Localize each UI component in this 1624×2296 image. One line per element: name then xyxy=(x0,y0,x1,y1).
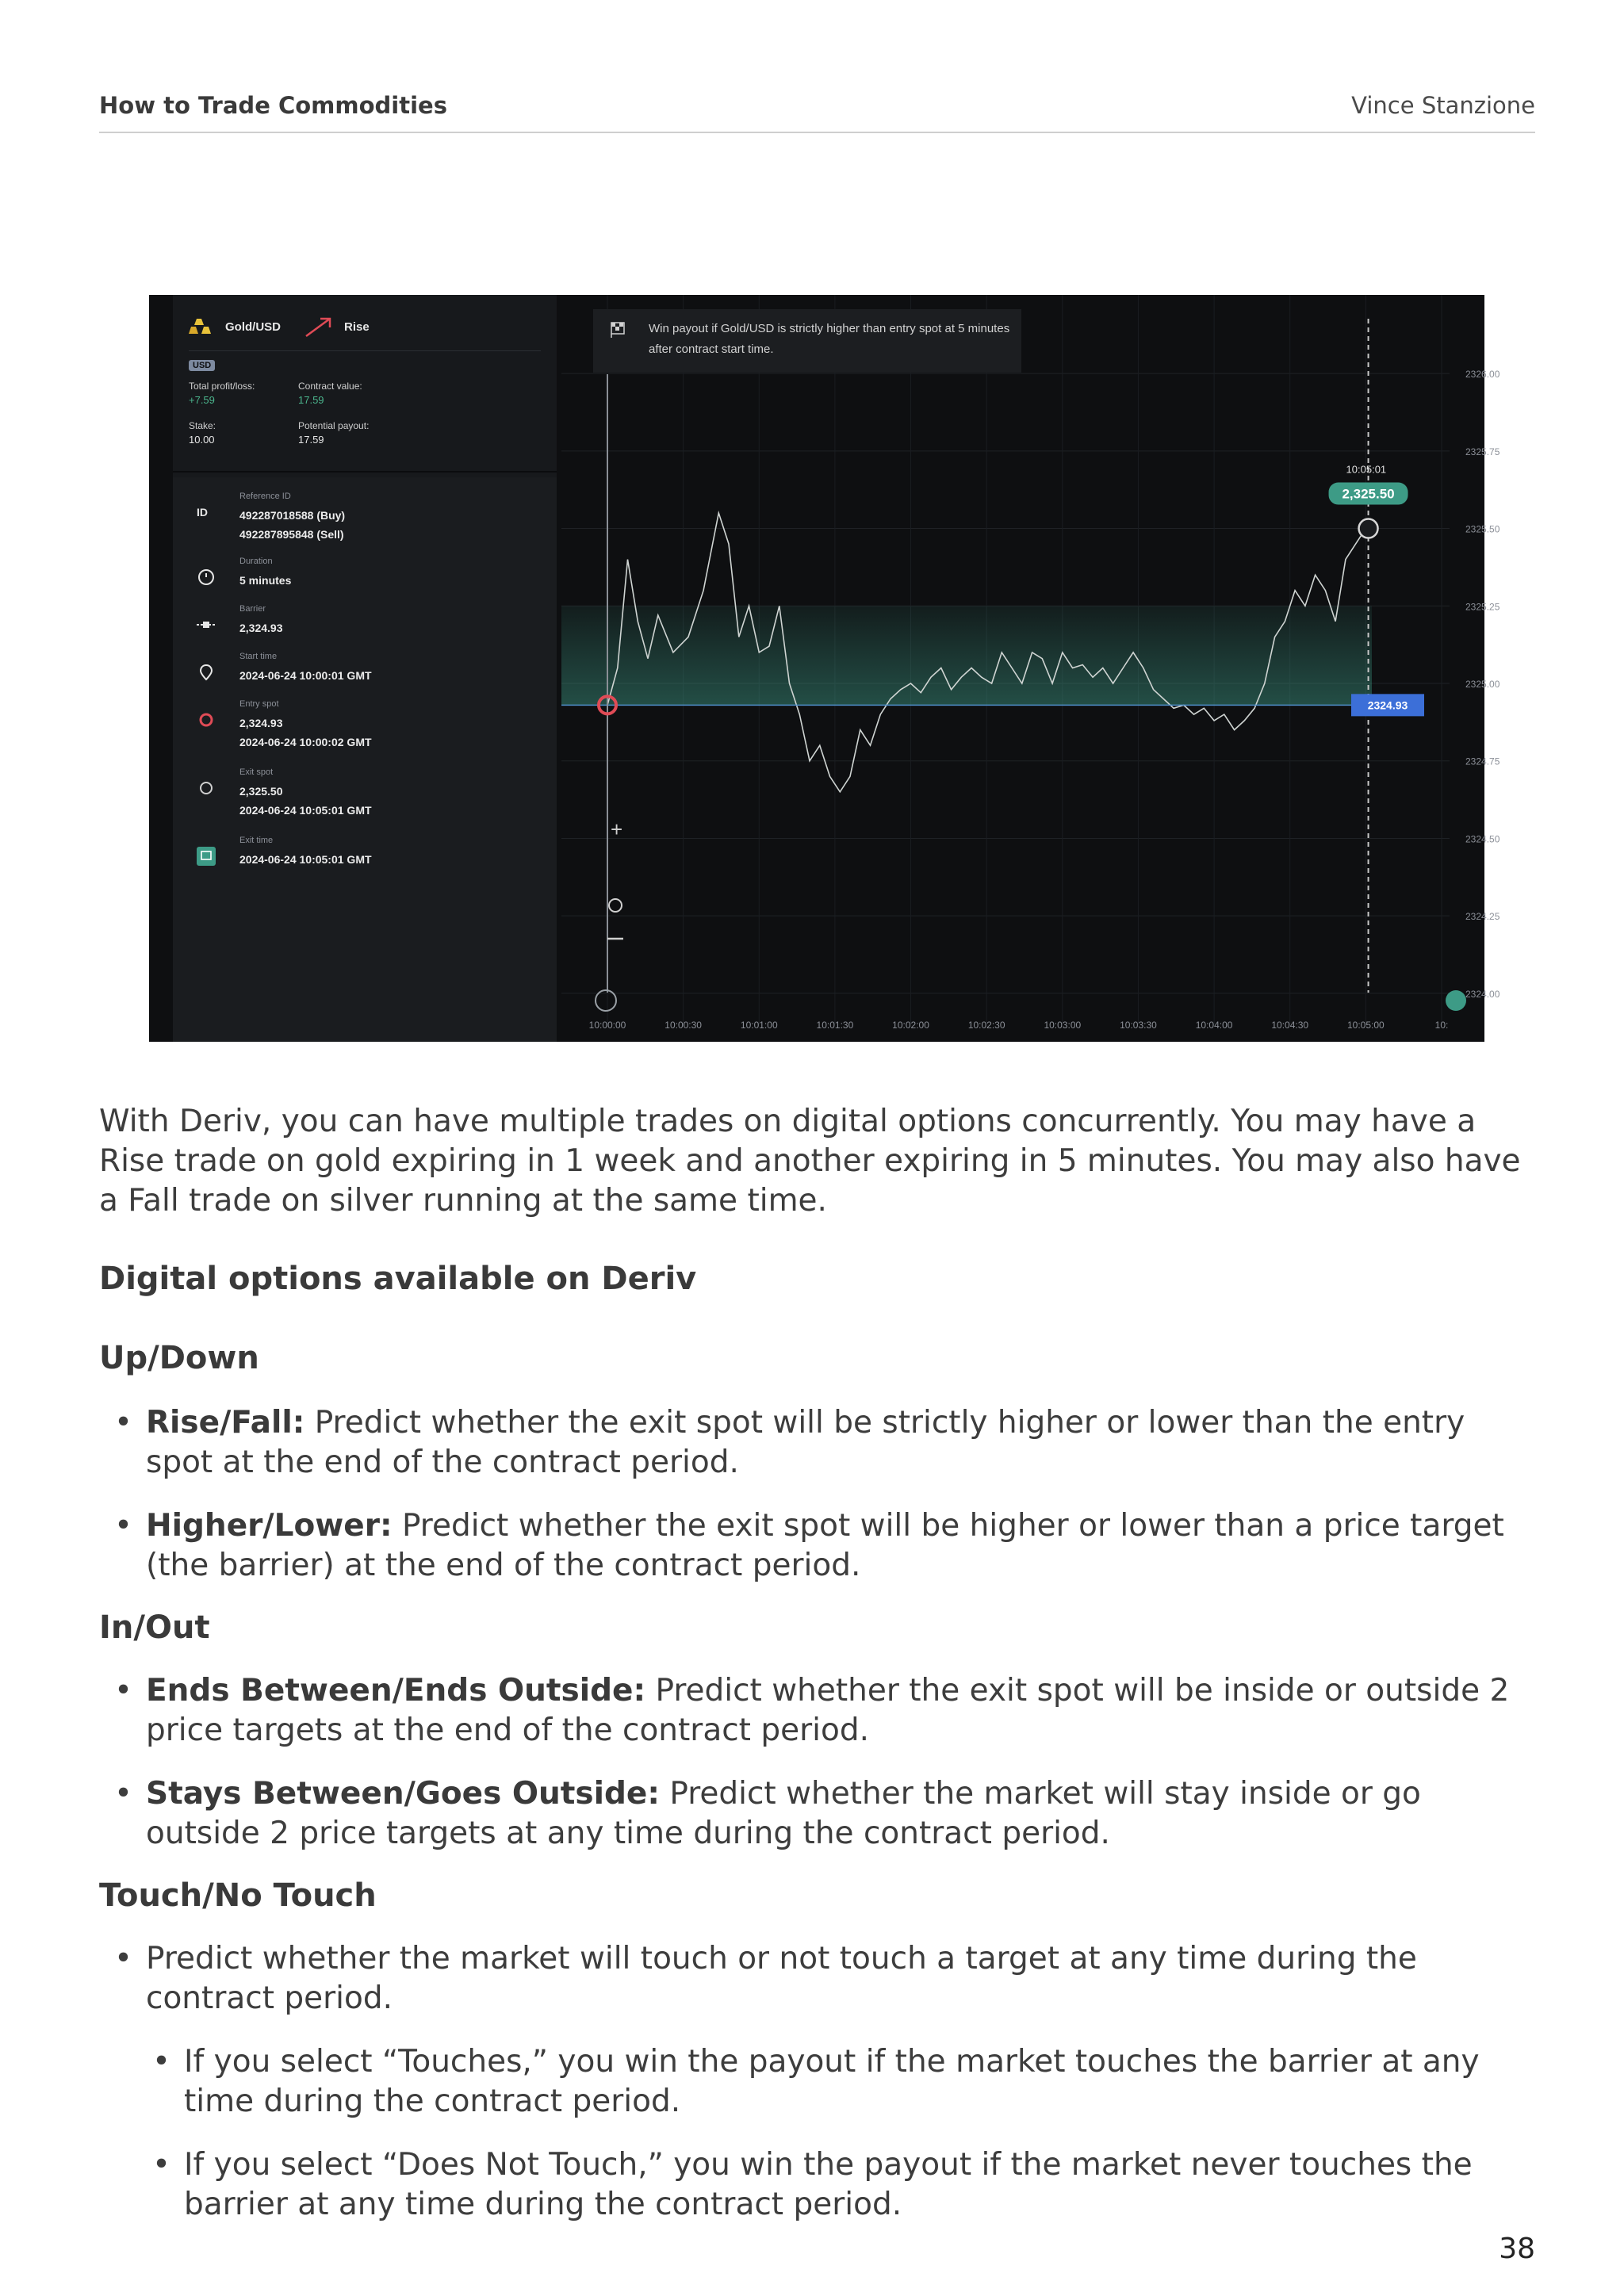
x-tick-label: 10:03:30 xyxy=(1120,1020,1157,1031)
x-tick-label: 10:02:00 xyxy=(892,1020,929,1031)
bullet-higher-lower xyxy=(146,1506,1534,1586)
zoom-controls xyxy=(596,817,1466,1011)
tooltip-text: Win payout if Gold/USD is strictly higher than entry spot at 5 minutes after contract start time. xyxy=(649,322,1010,356)
description: Predict whether the exit spot will be higher or lower than a price target (the barrier) at the end of the contract period. xyxy=(146,1508,1504,1583)
y-tick-label: 2325.25 xyxy=(1465,601,1500,613)
y-tick-label: 2325.50 xyxy=(1465,523,1500,535)
detail-label: Start time xyxy=(239,652,278,661)
bullet-stays-between xyxy=(146,1774,1534,1854)
reset-zoom-icon[interactable] xyxy=(609,899,622,912)
description: Predict whether the market will stay inside or go outside 2 price targets at any time during the contract period. xyxy=(146,1776,1421,1851)
x-tick-label: 10:00:30 xyxy=(665,1020,702,1031)
zoom-in-icon[interactable]: + xyxy=(611,817,623,841)
exit-flag-icon xyxy=(1446,990,1466,1011)
page-number: 38 xyxy=(1499,2233,1535,2265)
bullet-does-not-touch: • If you select “Does Not Touch,” you win the payout if the market never touches the barrier at any time during the contract period. xyxy=(184,2145,1532,2225)
x-tick-label: 10: xyxy=(1434,1020,1449,1031)
term: Stays Between/Goes Outside: xyxy=(146,1776,660,1812)
x-axis xyxy=(589,1020,1449,1031)
stake-label: Stake: xyxy=(189,420,216,431)
x-tick-label: 10:01:00 xyxy=(740,1020,778,1031)
currency-badge: USD xyxy=(189,360,215,371)
stake-value: 10.00 xyxy=(189,434,215,446)
x-tick-label: 10:04:00 xyxy=(1195,1020,1233,1031)
detail-label: Barrier xyxy=(239,604,266,614)
win-zone xyxy=(561,606,1372,705)
updown-title: Up/Down xyxy=(99,1340,259,1376)
header-author: Vince Stanzione xyxy=(1351,92,1535,119)
detail-label: Exit spot xyxy=(239,767,274,777)
exit-spot-marker xyxy=(1359,519,1378,538)
description: Predict whether the exit spot will be strictly higher or lower than the entry spot at the end of the contract period. xyxy=(146,1405,1465,1480)
y-tick-label: 2324.50 xyxy=(1465,833,1500,845)
detail-value: 2,325.50 2024-06-24 10:05:01 GMT xyxy=(239,785,372,817)
detail-value: 2,324.93 xyxy=(239,622,283,634)
detail-value: 2,324.93 2024-06-24 10:00:02 GMT xyxy=(239,717,372,748)
y-tick-label: 2324.25 xyxy=(1465,911,1500,923)
detail-value: 5 minutes xyxy=(239,574,292,587)
y-axis xyxy=(1465,369,1500,1000)
bullet-touches: • If you select “Touches,” you win the payout if the market touches the barrier at any time during the contract period. xyxy=(184,2042,1532,2122)
bullet-ends-between xyxy=(146,1671,1534,1751)
detail-value: 2024-06-24 10:05:01 GMT xyxy=(239,853,372,866)
inout-title: In/Out xyxy=(99,1609,210,1646)
potential-payout-label: Potential payout: xyxy=(298,420,370,431)
svg-text:ID: ID xyxy=(197,506,208,519)
section-title: Digital options available on Deriv xyxy=(99,1261,697,1297)
description: Predict whether the exit spot will be inside or outside 2 price targets at the end of the contract period. xyxy=(146,1673,1510,1748)
bullet-touch: • Predict whether the market will touch or not touch a target at any time during the contract period. xyxy=(146,1939,1534,2019)
term: Higher/Lower: xyxy=(146,1508,393,1544)
detail-label: Entry spot xyxy=(239,699,279,709)
detail-label: Duration xyxy=(239,557,273,566)
trade-screenshot xyxy=(149,295,1500,1042)
price-chart xyxy=(149,295,1500,1042)
contract-value-value: 17.59 xyxy=(298,394,324,406)
x-tick-label: 10:05:00 xyxy=(1347,1020,1385,1031)
contract-value-label: Contract value: xyxy=(298,381,362,392)
term: Rise/Fall: xyxy=(146,1405,305,1441)
x-tick-label: 10:01:30 xyxy=(816,1020,854,1031)
checkered-flag-icon xyxy=(611,322,625,338)
direction-label: Rise xyxy=(344,320,370,334)
intro-paragraph: With Deriv, you can have multiple trades on digital options concurrently. You may have a Rise trade on gold expiring in 1 week and another expiring in 5 minutes. You may also have a Fall trade on silver running at the same time. xyxy=(99,1104,1521,1219)
potential-payout-value: 17.59 xyxy=(298,434,324,446)
touch-title: Touch/No Touch xyxy=(99,1877,377,1914)
y-tick-label: 2324.75 xyxy=(1465,756,1500,767)
x-tick-label: 10:04:30 xyxy=(1271,1020,1309,1031)
x-tick-label: 10:02:30 xyxy=(967,1020,1005,1031)
x-tick-label: 10:00:00 xyxy=(588,1020,626,1031)
header-title: How to Trade Commodities xyxy=(99,92,447,119)
y-tick-label: 2325.00 xyxy=(1465,679,1500,690)
contract-tooltip xyxy=(593,309,1021,373)
barrier-badge-text: 2324.93 xyxy=(1367,698,1408,712)
page-header xyxy=(99,92,1535,133)
y-tick-label: 2326.00 xyxy=(1465,369,1500,381)
total-pl-value: +7.59 xyxy=(189,394,215,406)
exit-price-badge-text: 2,325.50 xyxy=(1342,486,1395,502)
detail-value: 492287018588 (Buy) 492287895848 (Sell) xyxy=(239,509,346,541)
y-tick-label: 2325.75 xyxy=(1465,446,1500,457)
detail-value: 2024-06-24 10:00:01 GMT xyxy=(239,669,372,682)
total-pl-label: Total profit/loss: xyxy=(189,381,255,392)
detail-label: Reference ID xyxy=(239,492,291,501)
detail-label: Exit time xyxy=(239,836,274,845)
bullet-rise-fall xyxy=(146,1403,1534,1483)
exit-time-marker: 10:05:01 xyxy=(1346,463,1387,476)
term: Ends Between/Ends Outside: xyxy=(146,1673,646,1709)
y-tick-label: 2324.00 xyxy=(1465,988,1500,1000)
symbol-name: Gold/USD xyxy=(225,320,281,334)
x-tick-label: 10:03:00 xyxy=(1044,1020,1082,1031)
